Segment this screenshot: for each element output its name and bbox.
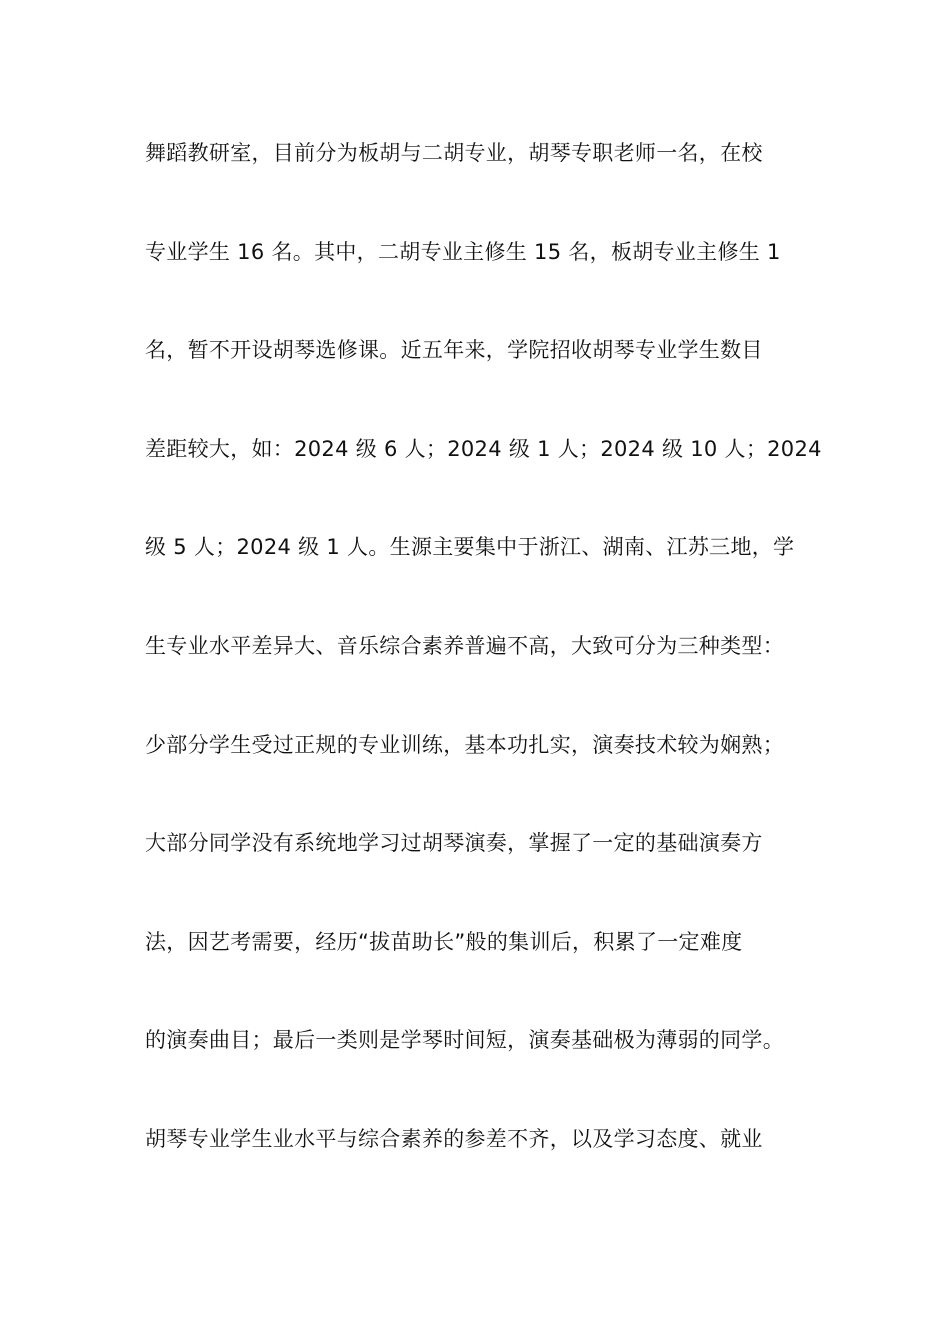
- body-paragraph: [145, 131, 845, 1216]
- paragraph-line: 少部分学生受过正规的专业训练，基本功扎实，演奏技术较为娴熟；: [145, 732, 784, 757]
- paragraph-line: 专业学生 16 名。其中，二胡专业主修生 15 名，板胡专业主修生 1: [145, 239, 781, 264]
- paragraph-line: 胡琴专业学生业水平与综合素养的参差不齐，以及学习态度、就业: [145, 1126, 763, 1151]
- paragraph-line: 差距较大，如：2024 级 6 人；2024 级 1 人；2024 级 10 人；2024: [145, 436, 822, 461]
- paragraph-line: 生专业水平差异大、音乐综合素养普遍不高，大致可分为三种类型：: [145, 633, 784, 658]
- paragraph-line: 级 5 人；2024 级 1 人。生源主要集中于浙江、湖南、江苏三地，学: [145, 535, 795, 560]
- paragraph-line: 舞蹈教研室，目前分为板胡与二胡专业，胡琴专职老师一名，在校: [145, 141, 763, 165]
- paragraph-line: 名，暂不开设胡琴选修课。近五年来，学院招收胡琴专业学生数目: [145, 338, 763, 363]
- paragraph-line: 大部分同学没有系统地学习过胡琴演奏，掌握了一定的基础演奏方: [145, 831, 763, 856]
- paragraph-line: 法，因艺考需要，经历“拔苗助长”般的集训后，积累了一定难度: [145, 929, 743, 954]
- paragraph-line: 的演奏曲目；最后一类则是学琴时间短，演奏基础极为薄弱的同学。: [145, 1028, 784, 1053]
